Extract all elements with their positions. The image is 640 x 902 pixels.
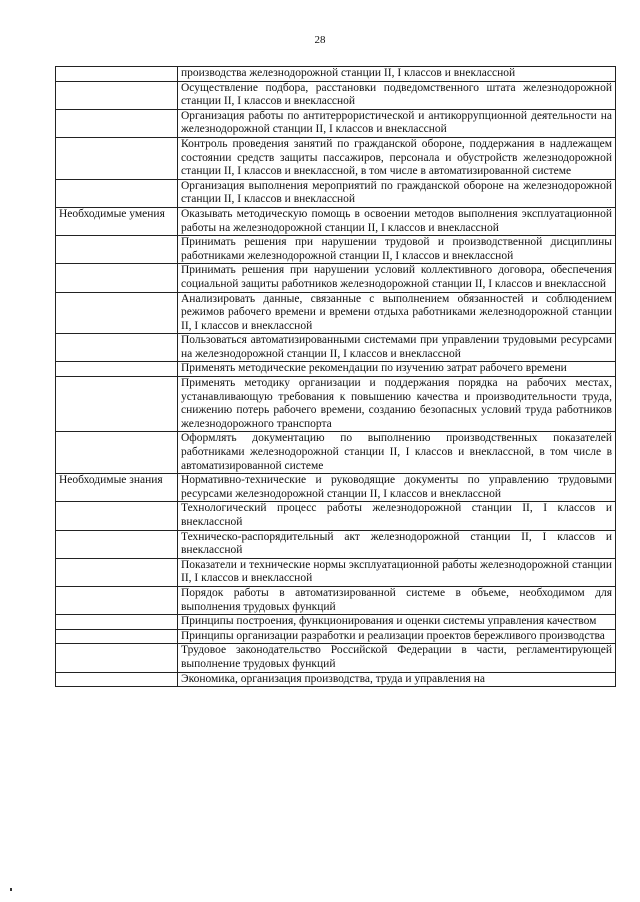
- table-row: [56, 207, 616, 235]
- row-label: [56, 67, 178, 82]
- row-label: [56, 334, 178, 362]
- scan-mark: [10, 888, 12, 891]
- row-label: [56, 236, 178, 264]
- row-text: Анализировать данные, связанные с выполнением обязанностей и соблюдением режимов рабочего времени и времени отдыха работниками железнодорожной станции II, I классов и внеклассной: [178, 292, 616, 334]
- row-text: Принимать решения при нарушении трудовой и производственной дисциплины работниками железнодорожной станции II, I классов и внеклассной: [178, 236, 616, 264]
- table-row: [56, 644, 616, 672]
- row-text: Порядок работы в автоматизированной системе в объеме, необходимом для выполнения трудовых функций: [178, 586, 616, 614]
- row-text: Экономика, организация производства, труда и управления на: [178, 672, 616, 687]
- table-row: [56, 432, 616, 474]
- table-row: [56, 334, 616, 362]
- row-text: производства железнодорожной станции II, I классов и внеклассной: [178, 67, 616, 82]
- section-label-skills: Необходимые умения: [56, 207, 178, 235]
- table-row: [56, 109, 616, 137]
- table-row: [56, 179, 616, 207]
- row-text: Организация работы по антитеррористической и антикоррупционной деятельности на железнодорожной станции II, I классов и внеклассной: [178, 109, 616, 137]
- row-label: [56, 558, 178, 586]
- table-row: [56, 586, 616, 614]
- row-label: [56, 179, 178, 207]
- row-label: [56, 81, 178, 109]
- row-label: [56, 109, 178, 137]
- row-text: Пользоваться автоматизированными системами при управлении трудовыми ресурсами на железнодорожной станции II, I классов и внеклассной: [178, 334, 616, 362]
- table-row: [56, 264, 616, 292]
- table-row: [56, 81, 616, 109]
- row-label: [56, 432, 178, 474]
- row-text: Применять методику организации и поддержания порядка на рабочих местах, устанавливающую требования к повышению качества и производительности труда, снижению потерь рабочего времени, созданию безопасных условий труда работников железнодорожного транспорта: [178, 377, 616, 432]
- row-text: Трудовое законодательство Российской Федерации в части, регламентирующей выполнение трудовых функций: [178, 644, 616, 672]
- row-text: Оказывать методическую помощь в освоении методов выполнения эксплуатационной работы на железнодорожной станции II, I классов и внеклассной: [178, 207, 616, 235]
- table-row: [56, 292, 616, 334]
- row-label: [56, 502, 178, 530]
- row-label: [56, 629, 178, 644]
- table-row: [56, 377, 616, 432]
- page-number: 28: [314, 34, 326, 46]
- table-row: [56, 67, 616, 82]
- row-label: [56, 264, 178, 292]
- row-label: [56, 644, 178, 672]
- table-row: [56, 615, 616, 630]
- table-row: [56, 558, 616, 586]
- row-text: Нормативно-технические и руководящие документы по управлению трудовыми ресурсами железнодорожной станции II, I классов и внеклассной: [178, 474, 616, 502]
- row-label: [56, 377, 178, 432]
- row-text: Организация выполнения мероприятий по гражданской обороне на железнодорожной станции II, I классов и внеклассной: [178, 179, 616, 207]
- table-row: [56, 474, 616, 502]
- row-text: Оформлять документацию по выполнению производственных показателей работниками железнодорожной станции II, I классов и внеклассной, в том числе в автоматизированной системе: [178, 432, 616, 474]
- row-text: Принимать решения при нарушении условий коллективного договора, обеспечения социальной защиты работников железнодорожной станции II, I классов и внеклассной: [178, 264, 616, 292]
- table-row: [56, 672, 616, 687]
- section-label-knowledge: Необходимые знания: [56, 474, 178, 502]
- row-text: Технологический процесс работы железнодорожной станции II, I классов и внеклассной: [178, 502, 616, 530]
- table-row: [56, 137, 616, 179]
- row-text: Показатели и технические нормы эксплуатационной работы железнодорожной станции II, I классов и внеклассной: [178, 558, 616, 586]
- row-label: [56, 362, 178, 377]
- table-row: [56, 362, 616, 377]
- row-text: Принципы организации разработки и реализации проектов бережливого производства: [178, 629, 616, 644]
- row-label: [56, 137, 178, 179]
- table-row: [56, 629, 616, 644]
- competency-table: [55, 66, 616, 687]
- row-label: [56, 292, 178, 334]
- row-text: Принципы построения, функционирования и оценки системы управления качеством: [178, 615, 616, 630]
- table-row: [56, 502, 616, 530]
- row-label: [56, 530, 178, 558]
- row-text: Осуществление подбора, расстановки подведомственного штата железнодорожной станции II, I классов и внеклассной: [178, 81, 616, 109]
- row-label: [56, 586, 178, 614]
- row-text: Применять методические рекомендации по изучению затрат рабочего времени: [178, 362, 616, 377]
- table-row: [56, 530, 616, 558]
- row-label: [56, 672, 178, 687]
- table-row: [56, 236, 616, 264]
- row-label: [56, 615, 178, 630]
- row-text: Контроль проведения занятий по гражданской обороне, поддержания в надлежащем состоянии средств защиты пассажиров, персонала и обустройств железнодорожной станции II, I классов и внеклассной, в том числе в автоматизированной системе: [178, 137, 616, 179]
- row-text: Техническо-распорядительный акт железнодорожной станции II, I классов и внеклассной: [178, 530, 616, 558]
